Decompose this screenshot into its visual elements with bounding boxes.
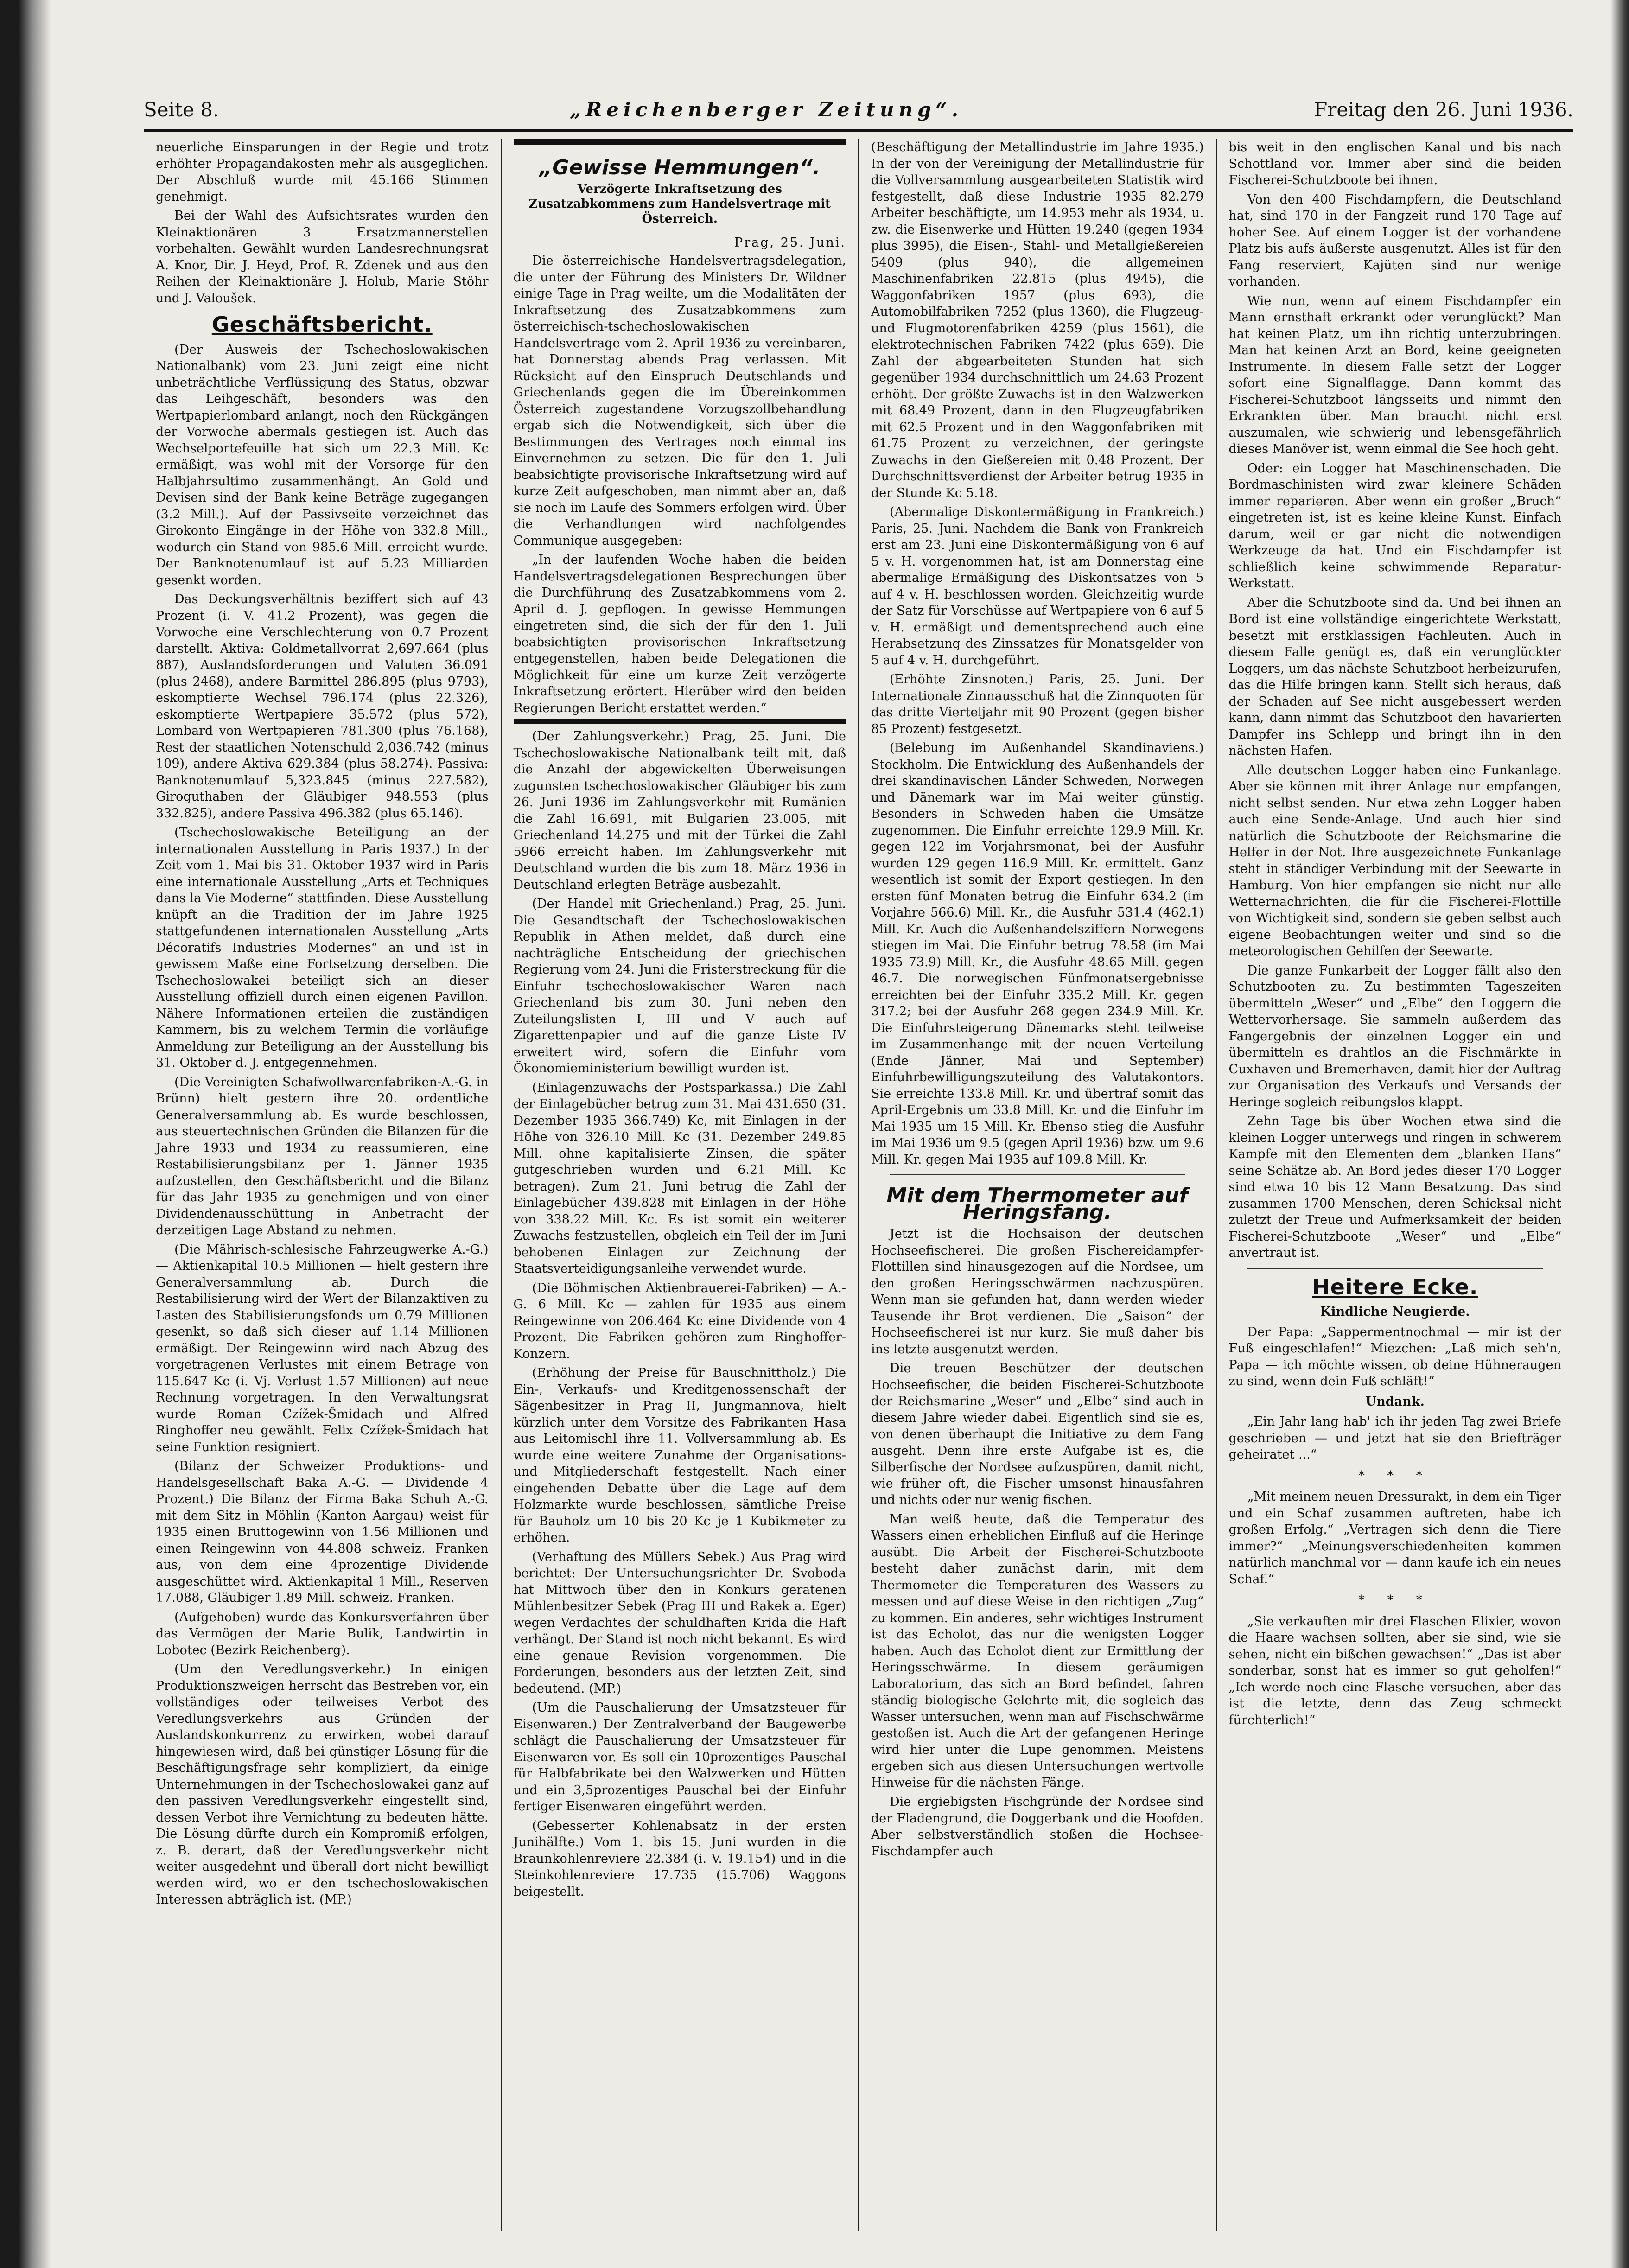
paragraph: (Um den Veredlungsverkehr.) In einigen Produktionszweigen herrscht das Bestreben vor, ein vollständiges oder teilweises Verbot des Veredlungsverkehrs aus Gründen der Auslandskonkurrenz zu erwirken, wobei darauf hingewiesen wird, daß bei günstiger Lösung für die Beschäftigungsfrage sehr kompliziert, da einige Unternehmungen in der Tschechoslowakei ganz auf den passiven Veredlungsverkehr eingestellt sind, dessen Verbot ihre Vernichtung zu bedeuten hätte. Die Lösung dürfte durch ein Kompromiß erfolgen, z. B. derart, daß der Veredlungsverkehr nicht weiter ausgedehnt und überall dort nicht bewilligt werden wird, wo er den tschechoslowakischen Interessen abträglich ist. (MP.) <box>156 1662 489 1907</box>
paragraph: Der Papa: „Sappermentnochmal — mir ist der Fuß eingeschlafen!“ Miezchen: „Laß mich seh'n, Papa — ich möchte wissen, ob deine Hühneraugen zu sind, wenn dein Fuß schläft!“ <box>1228 1325 1561 1389</box>
page-number: Seite 8. <box>144 98 219 121</box>
paragraph: Die ergiebigsten Fischgründe der Nordsee sind der Fladengrund, die Doggerbank und die Hoofden. Aber selbstverständlich stoßen die Hochsee-Fischdampfer auch <box>871 1795 1204 1859</box>
paragraph: Die treuen Beschützer der deutschen Hochseefischer, die beiden Fischerei-Schutzboote der Reichsmarine „Weser“ und „Elbe“ sind auch in diesem Jahre wieder dabei. Eigentlich sind sie es, von denen überhaupt die Initiative zu dem Fang ausgeht. Denn ihre erste Aufgabe ist es, die Silberfische der Nordsee aufzuspüren, damit nicht, wie früher oft, die Fischer umsonst hinausfahren und nichts oder nur wenig fischen. <box>871 1361 1204 1507</box>
section-heading: Geschäftsbericht. <box>211 312 433 337</box>
newspaper-title: „Reichenberger Zeitung“. <box>570 98 963 121</box>
paragraph: (Beschäftigung der Metallindustrie im Jahre 1935.) In der von der Vereinigung der Metallindustrie für die Vollversammlung ausgearbeiteten Statistik wird festgestellt, daß diese Industrie 1935 82.279 Arbeiter beschäftigte, um 14.953 mehr als 1934, u. zw. die Eisenwerke und Hütten 19.240 (gegen 1934 plus 3995), die Eisen-, Stahl- und Metallgießereien 5409 (plus 940), die allgemeinen Maschinenfabriken 22.815 (plus 4945), die Waggonfabriken 1957 (plus 693), die Automobilfabriken 7252 (plus 1360), die Flugzeug- und Flugmotorenfabriken 4259 (plus 1561), die elektrotechnischen Fabriken 7422 (plus 659). Die Zahl der abgearbeiteten Stunden hat sich gegenüber 1934 durchschnittlich um 24.63 Prozent erhöht. Der größte Zuwachs ist in den Walzwerken mit 68.49 Prozent, dann in den Flugzeugfabriken mit 62.5 Prozent und in den Waggonfabriken mit 61.75 Prozent zu verzeichnen, der geringste Zuwachs in den Gießereien mit 0.48 Prozent. Der Durchschnittsverdienst der Arbeiter betrug 1935 in der Stunde Kc 5.18. <box>871 140 1204 500</box>
joke-title: Undank. <box>1365 1394 1425 1409</box>
paragraph: Bei der Wahl des Aufsichtsrates wurden den Kleinaktionären 3 Ersatzmannerstellen vorbehalten. Gewählt wurden Landesrechnungsrat A. Knor, Dir. J. Heyd, Prof. R. Zdenek und aus den Reihen der Kleinaktionäre J. Holub, Marie Stöhr und J. Valoušek. <box>156 209 489 306</box>
paragraph: (Gebesserter Kohlenabsatz in der ersten Junihälfte.) Vom 1. bis 15. Juni wurden in die Braunkohlenreviere 22.384 (i. V. 19.154) und in die Steinkohlenreviere 17.735 (15.706) Waggons beigestellt. <box>513 1818 846 1899</box>
paragraph: neuerliche Einsparungen in der Regie und trotz erhöhter Propagandakosten mehr als ausgeglichen. Der Abschluß wurde mit 45.166 Stimmen genehmigt. <box>156 140 489 204</box>
paragraph: (Erhöhte Zinsnoten.) Paris, 25. Juni. Der Internationale Zinnausschuß hat die Zinnquoten für das dritte Vierteljahr mit 90 Prozent (gegen bisher 85 Prozent) festgesetzt. <box>871 672 1204 736</box>
dateline: Prag, 25. Juni. <box>734 235 846 250</box>
joke-title: Kindliche Neugierde. <box>1320 1305 1470 1319</box>
paragraph: Oder: ein Logger hat Maschinenschaden. Die Bordmaschinisten wird zwar kleinere Schäden immer reparieren. Aber wenn ein großer „Bruch“ eingetreten ist, ist es keine kleine Kunst. Einfach darum, weil er gar nicht die notwendigen Werkzeuge da hat. Und ein Fischdampfer ist schließlich keine schwimmende Reparatur-Werkstatt. <box>1228 461 1561 591</box>
paragraph: (Verhaftung des Müllers Sebek.) Aus Prag wird berichtet: Der Untersuchungsrichter Dr. Svoboda hat Mittwoch über den in Konkurs geratenen Mühlenbesitzer Sebek (Prag III und Rakek a. Eger) wegen Verdachtes der schuldhaften Krida die Haft verhängt. Der Stand ist noch nicht bekannt. Es wird eine genaue Revision vorgenommen. Die Forderungen, besonders aus der letzten Zeit, sind bedeutend. (MP.) <box>513 1549 846 1696</box>
page-header <box>144 98 1573 121</box>
paragraph: „Mit meinem neuen Dressurakt, in dem ein Tiger und ein Schaf zusammen auftreten, habe ich großen Erfolg.“ „Vertragen sich denn die Tiere immer?“ „Meinungsverschiedenheiten kommen natürlich manchmal vor — dann kaufe ich ein neues Schaf.“ <box>1228 1490 1561 1586</box>
paragraph: (Bilanz der Schweizer Produktions- und Handelsgesellschaft Baka A.-G. — Dividende 4 Prozent.) Die Bilanz der Firma Baka Schuh A.-G. mit dem Sitz in Möhlin (Kanton Aargau) weist für 1935 einen Bruttogewinn von 1.56 Millionen und einen Reingewinn von 44.808 schweiz. Franken aus, von dem eine 4prozentige Dividende ausgeschüttet wird. Aktienkapital 1 Mill., Reserven 17.088, Gläubiger 1.89 Mill. schweiz. Franken. <box>156 1459 489 1605</box>
paragraph: Wie nun, wenn auf einem Fischdampfer ein Mann ernsthaft erkrankt oder verunglückt? Man hat keinen Platz, um ihn richtig unterzubringen. Man hat keinen Arzt an Bord, keine geeigneten Instrumente. In diesem Falle setzt der Logger sofort eine Signalflagge. Dann kommt das Fischerei-Schutzboot längsseits und nimmt den Erkrankten über. Man braucht nicht erst auszumalen, wie schwierig und lebensgefährlich dieses Manöver ist, wenn einmal die See hoch geht. <box>1228 293 1561 456</box>
article-headline: „Gewisse Hemmungen“. <box>539 156 821 179</box>
paragraph: (Aufgehoben) wurde das Konkursverfahren über das Vermögen der Marie Bulik, Landwirtin in Lobotec (Bezirk Reichenberg). <box>156 1610 489 1657</box>
article-headline: Mit dem Thermometer auf Heringsfang. <box>886 1184 1188 1224</box>
paragraph: bis weit in den englischen Kanal und bis nach Schottland vor. Immer aber sind die beiden Fischerei-Schutzboote bei ihnen. <box>1228 140 1561 187</box>
paragraph: Jetzt ist die Hochsaison der deutschen Hochseefischerei. Die großen Fischereidampfer-Flottillen sind hinausgezogen auf die Nordsee, um den großen Heringsschwärmen nachzuspüren. Wenn man sie gefunden hat, dann werden wieder Tausende ihr Brot verdienen. Die „Saison“ der Hochseefischerei ist nur kurz. Sie muß daher bis ins letzte ausgenutzt werden. <box>871 1227 1204 1357</box>
article-subhead: Verzögerte Inkraftsetzung des Zusatzabkommens zum Handelsvertrage mit Österreich. <box>528 182 831 226</box>
column-2 <box>502 139 859 2231</box>
paragraph: Alle deutschen Logger haben eine Funkanlage. Aber sie können mit ihrer Anlage nur empfangen, nicht selbst senden. Nur etwa zehn Logger haben auch eine Sende-Anlage. Und auch hier sind natürlich die Schutzboote der Reichsmarine die Helfer in der Not. Ihre ausgezeichnete Funkanlage steht in ständiger Verbindung mit der Seewarte in Hamburg. Von hier empfangen sie nicht nur alle Wetternachrichten, die für die Fischerei-Flottille von Wichtigkeit sind, sondern sie geben selbst auch eigene Beobachtungen weiter und sind so die meteorologischen Gehilfen der Seewarte. <box>1228 763 1561 958</box>
paragraph: „Ein Jahr lang hab' ich ihr jeden Tag zwei Briefe geschrieben — und jetzt hat sie den Briefträger geheiratet ...“ <box>1228 1414 1561 1462</box>
paragraph: (Erhöhung der Preise für Bauschnittholz.) Die Ein-, Verkaufs- und Kreditgenossenschaft der Sägenbesitzer in Prag II, Jungmannova, hielt kürzlich unter dem Vorsitze des Fabrikanten Hasa aus Leitomischl ihre 11. Vollversammlung ab. Es wurde eine weitere Zunahme der Organisations- und Mitgliederschaft festgestellt. Nach einer eingehenden Debatte über die Lage auf dem Holzmarkte wurde beschlossen, sämtliche Preise für Bauholz um 10 bis 20 Kc je 1 Kubikmeter zu erhöhen. <box>513 1366 846 1545</box>
separator-dots: * * * <box>1358 1468 1432 1483</box>
divider <box>1247 1268 1543 1269</box>
paragraph: „In der laufenden Woche haben die beiden Handelsvertragsdelegationen Besprechungen über die Durchführung des Zusatzabkommens vom 2. April d. J. gepflogen. In gewisse Hemmungen eingetreten sind, die sich der für den 1. Juli beabsichtigten provisorischen Inkraftsetzung entgegenstellen, haben beide Delegationen die Möglichkeit für eine um kurze Zeit verzögerte Inkraftsetzung erörtert. Hierüber wird den beiden Regierungen Bericht erstattet werden.“ <box>513 553 846 715</box>
paragraph: Von den 400 Fischdampfern, die Deutschland hat, sind 170 in der Fangzeit rund 170 Tage auf hoher See. Auf einem Logger ist der vorhandene Platz bis aufs äußerste ausgenutzt. Alles ist für den Fang reserviert, Kajüten sind nur wenige vorhanden. <box>1228 192 1561 289</box>
paragraph: Die ganze Funkarbeit der Logger fällt also den Schutzbooten zu. Zu bestimmten Tageszeiten übermitteln „Weser“ und „Elbe“ den Loggern die Wettervorhersage. Sie sammeln außerdem das Fangergebnis der einzelnen Logger ein und übermitteln es drahtlos an die Fischmärkte in Cuxhaven und Bremerhaven, damit hier der Auftrag zur Organisation des Verkaufs und Versands der Heringe sogleich reibungslos klappt. <box>1228 963 1561 1109</box>
scan-edge-left <box>0 0 51 2268</box>
paragraph: Die österreichische Handelsvertragsdelegation, die unter der Führung des Ministers Dr. Wildner einige Tage in Prag weilte, um die Modalitäten der Inkraftsetzung des Zusatzabkommens zum österreichisch-tschechoslowakischen Handelsvertrage vom 2. April 1936 zu vereinbaren, hat Donnerstag abends Prag verlassen. Mit Rücksicht auf den Einspruch Deutschlands und Griechenlands gegen die im Übereinkommen Österreich zugestandene Vorzugszollbehandlung ergab sich die Notwendigkeit, sich über die Bestimmungen des Vertrages noch einmal ins Einvernehmen zu setzen. Die für den 1. Juli beabsichtigte provisorische Inkraftsetzung wird auf kurze Zeit aufgeschoben, man nimmt aber an, daß sie noch im Laufe des Sommers erfolgen wird. Über die Verhandlungen wird nachfolgendes Communique ausgegeben: <box>513 254 846 548</box>
issue-date: Freitag den 26. Juni 1936. <box>1314 98 1573 121</box>
column-4 <box>1217 139 1574 2231</box>
paragraph: (Die Mährisch-schlesische Fahrzeugwerke A.-G.) — Aktienkapital 10.5 Millionen — hielt gestern ihre Generalversammlung ab. Durch die Restabilisierung wird der Wert der Bilanzaktiven zu Lasten des Stabilisierungsfonds um 0.79 Millionen gesenkt, so daß sich dieser auf 1.14 Millionen ermäßigt. Der Reingewinn wird nach Abzug des vorgetragenen Verlustes mit einem Betrage von 115.647 Kc (i. Vj. Verlust 1.57 Millionen) auf neue Rechnung vorgetragen. In den Verwaltungsrat wurde Roman Czížek-Šmidach und Alfred Ringhoffer neu gewählt. Felix Czížek-Šmidach hat seine Funktion resigniert. <box>156 1242 489 1454</box>
header-rule <box>144 129 1573 132</box>
paragraph: Man weiß heute, daß die Temperatur des Wassers einen erheblichen Einfluß auf die Heringe ausübt. Die Arbeit der Fischerei-Schutzboote besteht daher zunächst darin, mit dem Thermometer die Temperaturen des Wassers zu messen und auf diese Weise in den richtigen „Zug“ zu kommen. Ein anderes, sehr wichtiges Instrument ist das Echolot, das nur die wenigsten Logger haben. Auch das Echolot dient zur Ermittlung der Heringsschwärme. In diesem geräumigen Laboratorium, das sich an Bord befindet, fahren ständig biologische Gelehrte mit, die sogleich das Wasser untersuchen, wenn man auf Fischschwärme gestoßen ist. Auch die Art der gefangenen Heringe wird hier unter die Lupe genommen. Meistens ergeben sich aus diesen Untersuchungen wertvolle Hinweise für die nächsten Fänge. <box>871 1512 1204 1790</box>
separator-dots: * * * <box>1358 1593 1432 1607</box>
paragraph: (Der Handel mit Griechenland.) Prag, 25. Juni. Die Gesandtschaft der Tschechoslowakischen Republik in Athen meldet, daß durch eine nachträgliche Entscheidung der griechischen Regierung vom 24. Juni die Fristerstreckung für die Einfuhr tschechoslowakischer Waren nach Griechenland bis zum 30. Juni neben den Zuteilungslisten I, III und V auch auf Zigarettenpapier und auf die ganze Liste IV erweitert wird, sofern die Einfuhr vom Ökonomieministerium bewilligt wurden ist. <box>513 897 846 1076</box>
paragraph: (Um die Pauschalierung der Umsatzsteuer für Eisenwaren.) Der Zentralverband der Baugewerbe schlägt die Pauschalierung der Umsatzsteuer für Eisenwaren vor. Es soll ein 10prozentiges Pauschal für Halbfabrikate bei den Walzwerken und Hütten und ein 3,5prozentiges Pauschal bei der Einfuhr fertiger Eisenwaren eingeführt werden. <box>513 1701 846 1814</box>
paragraph: (Tschechoslowakische Beteiligung an der internationalen Ausstellung in Paris 1937.) In der Zeit vom 1. Mai bis 31. Oktober 1937 wird in Paris eine internationale Ausstellung „Arts et Techniques dans la Vie Moderne“ stattfinden. Diese Ausstellung knüpft an die Tradition der im Jahre 1925 stattgefundenen internationalen Ausstellung „Arts Décoratifs Industries Modernes“ an und ist in gewissem Maße eine Fortsetzung derselben. Die Tschechoslowakei beteiligt sich an dieser Ausstellung offiziell durch einen eigenen Pavillon. Nähere Informationen erteilen die zuständigen Kammern, bis zu welchem Termin die vorläufige Anmeldung zur Beteiligung an der Ausstellung bis 31. Oktober d. J. entgegennehmen. <box>156 825 489 1070</box>
column-1 <box>144 139 502 2231</box>
section-heading: Heitere Ecke. <box>1312 1274 1478 1300</box>
paragraph: (Belebung im Außenhandel Skandinaviens.) Stockholm. Die Entwicklung des Außenhandels der drei skandinavischen Länder Schweden, Norwegen und Dänemark war im Mai weiter günstig. Besonders in Schweden haben die Umsätze zugenommen. Die Einfuhr erreichte 129.9 Mill. Kr. gegen 122 im Vorjahrsmonat, bei der Ausfuhr wurden 129 gegen 116.9 Mill. Kr. ermittelt. Ganz wesentlich ist somit der Export gestiegen. In den ersten fünf Monaten betrug die Einfuhr 634.2 (im Vorjahre 566.6) Mill. Kr., die Ausfuhr 531.4 (462.1) Mill. Kr. Auch die Außenhandelsziffern Norwegens stiegen im Mai. Die Einfuhr betrug 78.58 (im Mai 1935 73.9) Mill. Kr., die Ausfuhr 48.65 Mill. gegen 46.7. Die norwegischen Fünfmonatsergebnisse erreichten bei der Einfuhr 335.2 Mill. Kr. gegen 317.2; bei der Ausfuhr 268 gegen 234.9 Mill. Kr. Die Einfuhrsteigerung Dänemarks steht teilweise im Zusammenhange mit der neuen Verteilung (Ende Jänner, Mai und September) Einfuhrbewilligungszuteilung des Valutakontors. Sie erreichte 133.8 Mill. Kr. und übertraf somit das April-Ergebnis um 33.8 Mill. Kr. und die Einfuhr im Mai 1935 um 15 Mill. Kr. Ebenso stieg die Ausfuhr im Mai 1936 um 9.5 (gegen April 1936) bzw. um 9.6 Mill. Kr. gegen Mai 1935 auf 109.8 Mill. Kr. <box>871 741 1204 1167</box>
paragraph: „Sie verkauften mir drei Flaschen Elixier, wovon die Haare wachsen sollten, aber sie sind, wie sie sehen, nicht ein bißchen gewachsen!“ „Das ist aber sonderbar, sonst hat es immer so gut geholfen!“ „Ich werde noch eine Flasche versuchen, aber das ist die letzte, denn das Zeug schmeckt fürchterlich!“ <box>1228 1614 1561 1727</box>
paragraph: (Die Vereinigten Schafwollwarenfabriken-A.-G. in Brünn) hielt gestern ihre 20. ordentliche Generalversammlung ab. Es wurde beschlossen, aus steuertechnischen Gründen die Bilanzen für die Jahre 1933 und 1934 zu reassumieren, eine Restabilisierungsbilanz per 1. Jänner 1935 aufzustellen, den Geschäftsbericht und die Bilanz für das Jahr 1935 zu genehmigen und von einer Dividendenausschüttung in Anbetracht der derzeitigen Lage Abstand zu nehmen. <box>156 1075 489 1237</box>
scan-edge-right <box>1610 0 1629 2268</box>
article-columns <box>144 139 1573 2231</box>
paragraph: (Einlagenzuwachs der Postsparkassa.) Die Zahl der Einlagebücher betrug zum 31. Mai 431.650 (31. Dezember 1935 366.749) Kc, mit Einlagen in der Höhe von 326.10 Mill. Kc (31. Dezember 249.85 Mill. ohne kapitalisierte Zinsen, die später gutgeschrieben wurden und 6.21 Mill. Kc betragen). Zum 21. Juni betrug die Zahl der Einlagebücher 439.828 mit Einlagen in der Höhe von 338.22 Mill. Kc. Es ist somit ein weiterer Zuwachs festzustellen, obgleich ein Teil der im Juni behobenen Einlagen zur Zeichnung der Staatsverteidigungsanleihe verwendet wurde. <box>513 1080 846 1276</box>
paragraph: Zehn Tage bis über Wochen etwa sind die kleinen Logger unterwegs und ringen in schwerem Kampfe mit den Elementen dem „blanken Hans“ seine Schätze ab. An Bord jedes dieser 170 Logger sind etwa 10 bis 12 Mann Besatzung. Das sind zusammen 1700 Menschen, deren Schicksal nicht zuletzt der Treue und Aufmerksamkeit der beiden Fischerei-Schutzboote „Weser“ und „Elbe“ anvertraut ist. <box>1228 1114 1561 1260</box>
paragraph: Aber die Schutzboote sind da. Und bei ihnen an Bord ist eine vollständige eingerichtete Werkstatt, besetzt mit erstklassigen Fachleuten. Auch in diesem Falle genügt es, daß ein verunglückter Loggers, um das nächste Schutzboot herbeizurufen, das die Hilfe bringen kann. Stellt sich heraus, daß der Schaden auf See nicht ausgebessert werden kann, dann nimmt das Schutzboot den havarierten Dampfer ins Schlepp und bringt ihn in den nächsten Hafen. <box>1228 595 1561 758</box>
paragraph: (Der Ausweis der Tschechoslowakischen Nationalbank) vom 23. Juni zeigt eine nicht unbeträchtliche Verflüssigung des Status, obzwar das Leihgeschäft, besonders was den Wertpapierlombard anlangt, noch den Rückgängen der Vorwoche abermals gestiegen ist. Auch das Wechselportefeuille hat sich um 22.3 Mill. Kc ermäßigt, was wohl mit der Vorsorge für den Halbjahrsultimo zusammenhängt. An Gold und Devisen sind der Bank keine Beträge zugegangen (3.2 Mill.). Auf der Passivseite verzeichnet das Girokonto Eingänge in der Höhe von 332.8 Mill., wodurch ein Stand von 985.6 Mill. erreicht wurde. Der Banknotenumlauf ist auf 5.23 Milliarden gesenkt worden. <box>156 342 489 587</box>
paragraph: Das Deckungsverhältnis beziffert sich auf 43 Prozent (i. V. 41.2 Prozent), was gegen die Vorwoche eine Verschlechterung von 0.7 Prozent darstellt. Aktiva: Goldmetallvorrat 2,697.664 (plus 887), Auslandsforderungen und Valuten 36.091 (plus 2468), andere Barmittel 286.895 (plus 9793), eskomptierte Wechsel 796.174 (plus 22.326), eskomptierte Wertpapiere 35.572 (plus 572), Lombard von Wertpapieren 781.300 (plus 76.168), Rest der staatlichen Notenschuld 2,036.742 (minus 109), andere Aktiva 629.384 (plus 58.274). Passiva: Banknotenumlauf 5,323.845 (minus 227.582), Giroguthaben der Gläubiger 948.553 (plus 332.825), andere Passiva 496.382 (plus 65.146). <box>156 592 489 821</box>
divider <box>890 1174 1185 1175</box>
column-3 <box>859 139 1217 2231</box>
paragraph: (Der Zahlungsverkehr.) Prag, 25. Juni. Die Tschechoslowakische Nationalbank teilt mit, daß die Anzahl der abgewickelten Überweisungen zugunsten tschechoslowakischer Gläubiger bis zum 26. Juni 1936 im Zahlungsverkehr mit Rumänien die Zahl 16.691, mit Bulgarien 23.005, mit Griechenland 14.275 und mit der Türkei die Zahl 5966 erreicht haben. Im Zahlungsverkehr mit Deutschland wurden die bis zum 18. März 1936 in Deutschland erlegten Beträge ausbezahlt. <box>513 729 846 892</box>
paragraph: (Die Böhmischen Aktienbrauerei-Fabriken) — A.-G. 6 Mill. Kc — zahlen für 1935 aus einem Reingewinne von 206.464 Kc eine Dividende von 4 Prozent. Die Fabriken gehören zum Ringhoffer-Konzern. <box>513 1281 846 1361</box>
paragraph: (Abermalige Diskontermäßigung in Frankreich.) Paris, 25. Juni. Nachdem die Bank von Frankreich erst am 23. Juni eine Diskontermäßigung von 6 auf 5 v. H. vorgenommen hat, ist am Donnerstag eine abermalige Ermäßigung des Diskontsatzes von 5 auf 4 v. H. beschlossen worden. Gleichzeitig wurde der Satz für Vorschüsse auf Wertpapiere von 6 auf 5 v. H. ermäßigt und dementsprechend auch eine Herabsetzung des Zinssatzes für Monatsgelder von 5 auf 4 v. H. durchgeführt. <box>871 505 1204 668</box>
feature-box <box>514 139 846 724</box>
